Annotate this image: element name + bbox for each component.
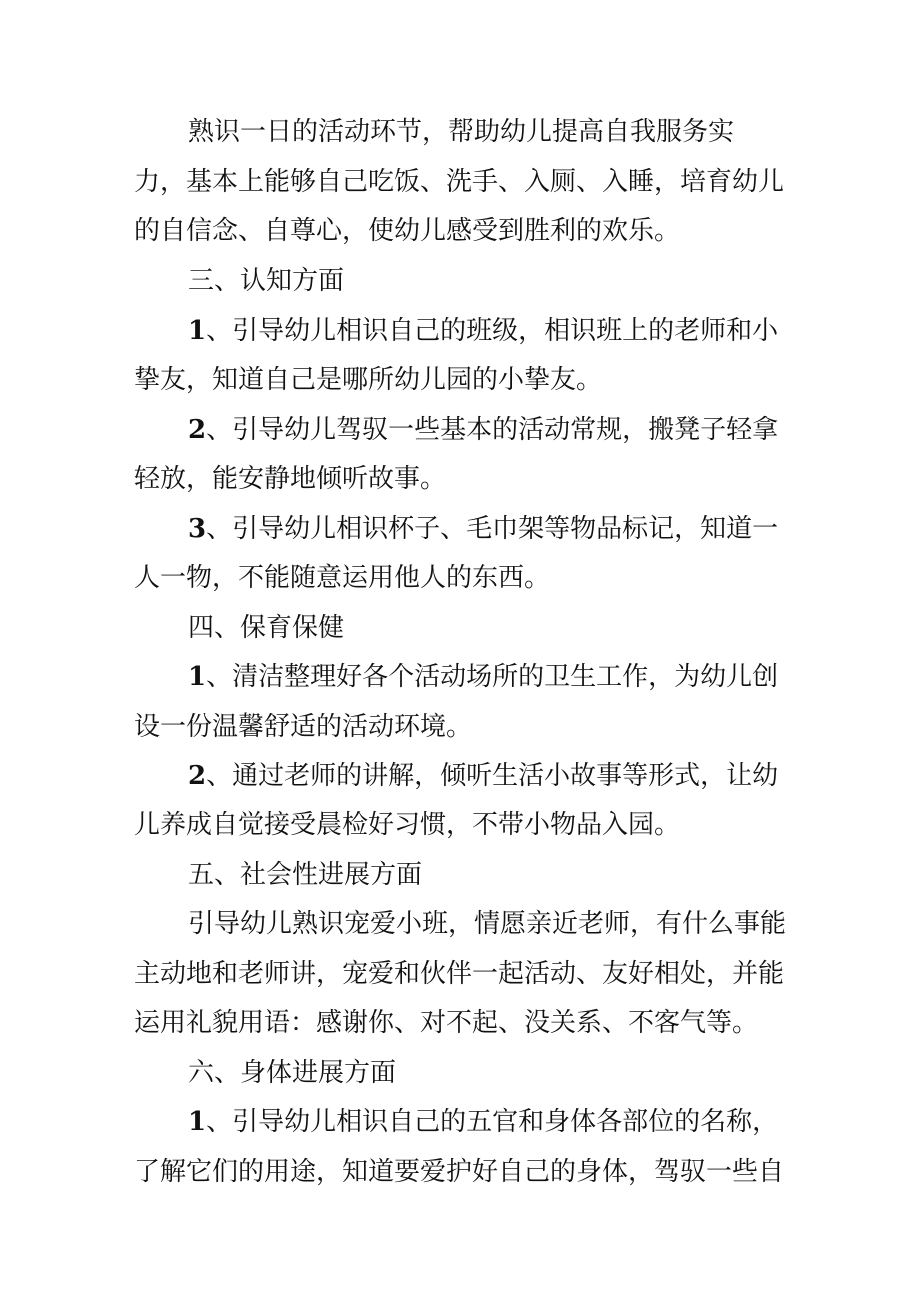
list-item-line xyxy=(188,413,848,447)
list-item-line xyxy=(188,660,848,694)
item-number: 1 xyxy=(188,316,207,346)
list-item-line: 挚友，知道自己是哪所幼儿园的小挚友。 xyxy=(134,365,603,395)
list-item-line: 设一份温馨舒适的活动环境。 xyxy=(134,712,473,742)
item-text: 、清洁整理好各个活动场所的卫生工作，为幼儿创 xyxy=(206,662,779,692)
paragraph-line: 的自信念、自尊心，使幼儿感受到胜利的欢乐。 xyxy=(134,216,681,246)
item-number: 3 xyxy=(188,514,207,544)
item-number: 1 xyxy=(188,1107,207,1137)
item-text: 、引导幼儿相识自己的五官和身体各部位的名称， xyxy=(206,1107,779,1137)
item-text: 、引导幼儿相识自己的班级，相识班上的老师和小 xyxy=(206,316,779,346)
item-text: 、引导幼儿相识杯子、毛巾架等物品标记，知道一 xyxy=(206,514,779,544)
item-text: 、引导幼儿驾驭一些基本的活动常规，搬凳子轻拿 xyxy=(206,415,779,445)
paragraph-line: 熟识一日的活动环节，帮助幼儿提高自我服务实 xyxy=(188,117,735,147)
list-item-line: 儿养成自觉接受晨检好习惯，不带小物品入园。 xyxy=(134,810,681,840)
list-item-line xyxy=(188,512,848,546)
list-item-line xyxy=(188,759,848,793)
list-item-line xyxy=(188,314,848,348)
list-item-line: 了解它们的用途，知道要爱护好自己的身体，驾驭一些自 xyxy=(134,1157,785,1187)
list-item-line: 人一物，不能随意运用他人的东西。 xyxy=(134,563,551,593)
item-number: 2 xyxy=(188,415,207,445)
list-item-line xyxy=(188,1105,848,1139)
section-heading: 四、保育保健 xyxy=(188,613,345,643)
section-heading: 六、身体进展方面 xyxy=(188,1058,397,1088)
paragraph-line: 引导幼儿熟识宠爱小班，情愿亲近老师，有什么事能 xyxy=(188,909,787,939)
section-heading: 五、社会性进展方面 xyxy=(188,860,423,890)
item-number: 1 xyxy=(188,662,207,692)
list-item-line: 轻放，能安静地倾听故事。 xyxy=(134,464,447,494)
paragraph-line: 运用礼貌用语：感谢你、对不起、没关系、不客气等。 xyxy=(134,1008,759,1038)
paragraph-line: 力，基本上能够自己吃饭、洗手、入厕、入睡，培育幼儿 xyxy=(134,167,785,197)
item-text: 、通过老师的讲解，倾听生活小故事等形式，让幼 xyxy=(206,761,779,791)
paragraph-line: 主动地和老师讲，宠爱和伙伴一起活动、友好相处，并能 xyxy=(134,959,785,989)
item-number: 2 xyxy=(188,761,207,791)
section-heading: 三、认知方面 xyxy=(188,266,345,296)
